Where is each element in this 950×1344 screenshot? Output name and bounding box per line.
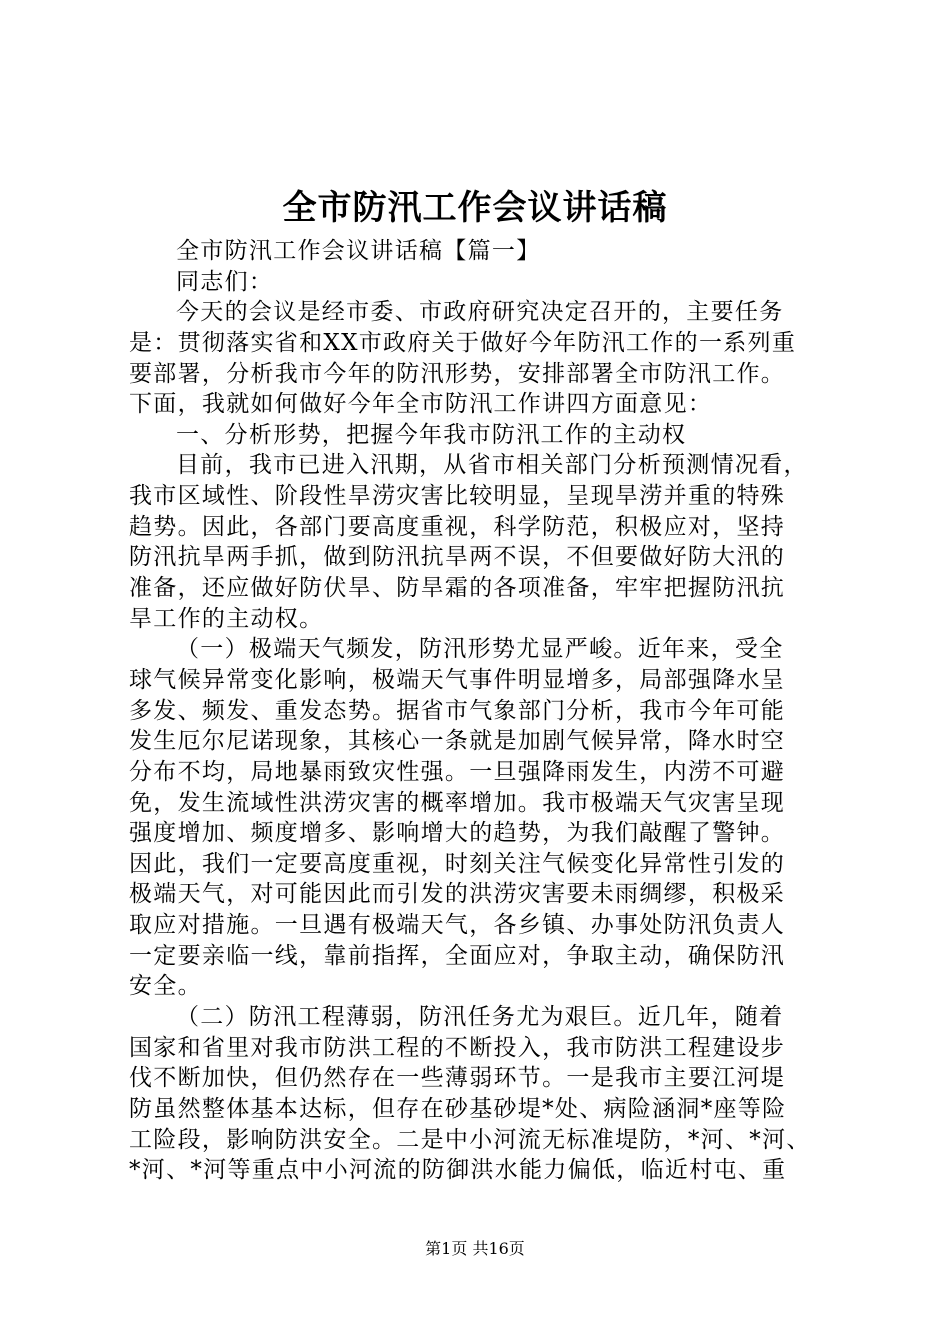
page-footer — [0, 1237, 950, 1261]
page-number-label: 第1页 共16页 — [425, 1239, 525, 1258]
text-line: 因此，我们一定要高度重视，时刻关注气候变化异常性引发的 — [129, 850, 786, 877]
document-body — [129, 236, 837, 1186]
text-line: 防汛抗旱两手抓，做到防汛抗旱两不误，不但要做好防大汛的 — [129, 544, 786, 571]
text-line: 同志们： — [176, 268, 274, 295]
text-line: 下面，我就如何做好今年全市防汛工作讲四方面意见： — [129, 391, 713, 418]
text-line: 趋势。因此，各部门要高度重视，科学防范，积极应对，坚持 — [129, 513, 786, 540]
document-title: 全市防汛工作会议讲话稿 — [282, 188, 668, 228]
text-line: 取应对措施。一旦遇有极端天气，各乡镇、办事处防汛负责人 — [129, 912, 786, 939]
text-line: 安全。 — [129, 973, 202, 1000]
text-line: 球气候异常变化影响，极端天气事件明显增多，局部强降水呈 — [129, 666, 786, 693]
text-line: （一）极端天气频发，防汛形势尤显严峻。近年来，受全 — [176, 636, 784, 663]
text-line: 发生厄尔尼诺现象，其核心一条就是加剧气候异常，降水时空 — [129, 728, 786, 755]
text-line: 准备，还应做好防伏旱、防旱霜的各项准备，牢牢把握防汛抗 — [129, 575, 786, 602]
text-line: 一定要亲临一线，靠前指挥，全面应对，争取主动，确保防汛 — [129, 942, 786, 969]
text-line: 是：贯彻落实省和XX市政府关于做好今年防汛工作的一系列重 — [129, 329, 797, 356]
text-line: 一、分析形势，把握今年我市防汛工作的主动权 — [176, 421, 687, 448]
text-line: *河、*河等重点中小河流的防御洪水能力偏低，临近村屯、重 — [129, 1157, 787, 1184]
text-line: 工险段，影响防洪安全。二是中小河流无标准堤防，*河、*河、 — [129, 1126, 811, 1153]
text-line: 多发、频发、重发态势。据省市气象部门分析，我市今年可能 — [129, 697, 786, 724]
text-line: 我市区域性、阶段性旱涝灾害比较明显，呈现旱涝并重的特殊 — [129, 483, 786, 510]
text-line: 国家和省里对我市防洪工程的不断投入，我市防洪工程建设步 — [129, 1034, 786, 1061]
text-line: 强度增加、频度增多、影响增大的趋势，为我们敲醒了警钟。 — [129, 820, 786, 847]
text-line: 极端天气，对可能因此而引发的洪涝灾害要未雨绸缪，积极采 — [129, 881, 786, 908]
text-line: 今天的会议是经市委、市政府研究决定召开的，主要任务 — [176, 299, 784, 326]
text-line: 分布不均，局地暴雨致灾性强。一旦强降雨发生，内涝不可避 — [129, 758, 786, 785]
text-line: 旱工作的主动权。 — [129, 605, 324, 632]
text-line: 目前，我市已进入汛期，从省市相关部门分析预测情况看， — [176, 452, 808, 479]
text-line: 全市防汛工作会议讲话稿【篇一】 — [176, 238, 541, 264]
text-line: 伐不断加快，但仍然存在一些薄弱环节。一是我市主要江河堤 — [129, 1065, 786, 1092]
text-line: （二）防汛工程薄弱，防汛任务尤为艰巨。近几年，随着 — [176, 1004, 784, 1031]
text-line: 防虽然整体基本达标，但存在砂基砂堤*处、病险涵洞*座等险 — [129, 1095, 787, 1122]
text-line: 要部署，分析我市今年的防汛形势，安排部署全市防汛工作。 — [129, 360, 786, 387]
text-line: 免，发生流域性洪涝灾害的概率增加。我市极端天气灾害呈现 — [129, 789, 786, 816]
